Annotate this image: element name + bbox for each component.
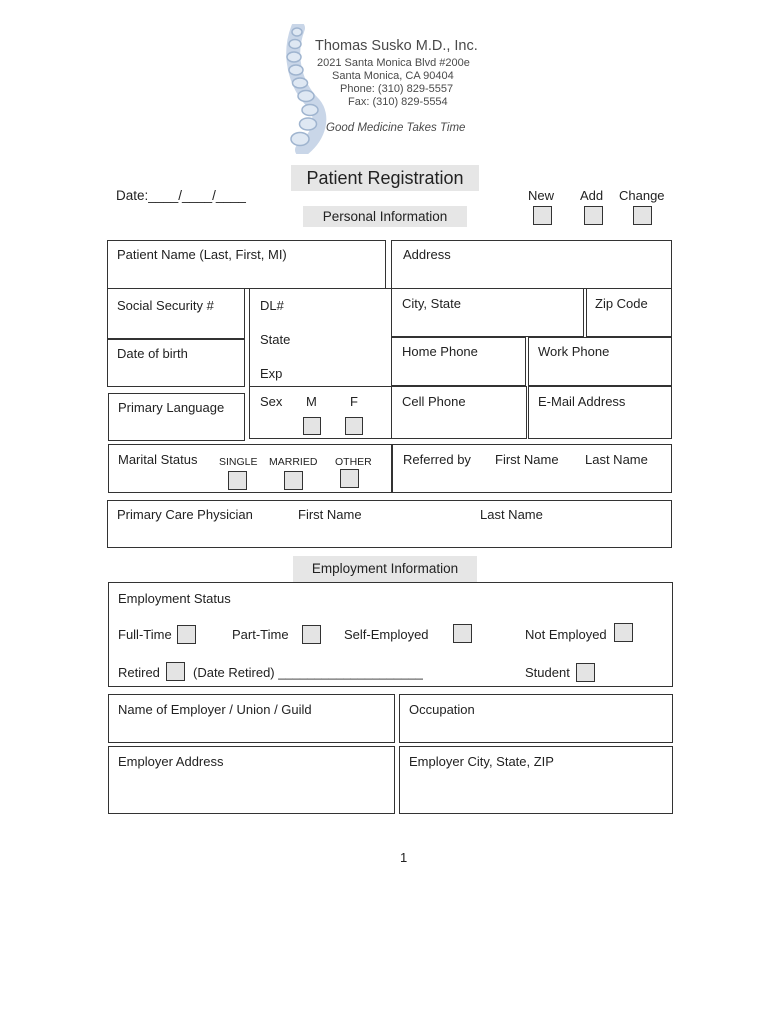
marital-status-label: Marital Status (118, 452, 198, 467)
ssn-label: Social Security # (117, 298, 214, 313)
cell-phone-label: Cell Phone (402, 394, 466, 409)
personal-info-header: Personal Information (303, 206, 467, 227)
home-phone-label: Home Phone (402, 344, 478, 359)
city-state-label: City, State (402, 296, 462, 311)
student-label: Student (525, 665, 570, 680)
employment-info-header: Employment Information (293, 556, 477, 582)
employer-city-state-zip-label: Employer City, State, ZIP (409, 754, 554, 769)
referred-last-name-label: Last Name (585, 452, 648, 467)
marital-other-checkbox[interactable] (340, 469, 359, 488)
dl-label: DL# (260, 298, 284, 313)
referred-by-label: Referred by (403, 452, 471, 467)
new-label: New (528, 188, 555, 203)
pcp-last-name-label: Last Name (480, 507, 543, 522)
logo-fax: Fax: (310) 829-5554 (348, 96, 448, 108)
logo-phone: Phone: (310) 829-5557 (340, 83, 454, 95)
change-label: Change (619, 188, 665, 203)
pcp-label: Primary Care Physician (117, 507, 253, 522)
sex-m-label: M (306, 394, 317, 409)
logo-address2: Santa Monica, CA 90404 (332, 70, 454, 82)
patient-name-label: Patient Name (Last, First, MI) (117, 247, 287, 262)
logo-tagline: Good Medicine Takes Time (326, 122, 466, 134)
logo-company: Thomas Susko M.D., Inc. (315, 38, 478, 54)
dob-label: Date of birth (117, 346, 188, 361)
page-title: Patient Registration (291, 165, 479, 191)
add-checkbox[interactable] (584, 206, 603, 225)
pcp-first-name-label: First Name (298, 507, 362, 522)
work-phone-label: Work Phone (538, 344, 610, 359)
address-label: Address (403, 247, 451, 262)
self-employed-checkbox[interactable] (453, 624, 472, 643)
retired-label: Retired (118, 665, 160, 680)
sex-label: Sex (260, 394, 283, 409)
page-number: 1 (400, 850, 408, 865)
new-checkbox[interactable] (533, 206, 552, 225)
full-time-label: Full-Time (118, 627, 172, 642)
marital-single-label: SINGLE (219, 456, 258, 468)
part-time-checkbox[interactable] (302, 625, 321, 644)
sex-m-checkbox[interactable] (303, 417, 321, 435)
change-checkbox[interactable] (633, 206, 652, 225)
marital-single-checkbox[interactable] (228, 471, 247, 490)
student-checkbox[interactable] (576, 663, 595, 682)
date-field[interactable]: Date:____/____/____ (116, 188, 246, 203)
date-retired-field[interactable]: (Date Retired) ____________________ (193, 665, 423, 680)
occupation-label: Occupation (409, 702, 475, 717)
primary-language-label: Primary Language (118, 400, 225, 415)
email-label: E-Mail Address (538, 394, 626, 409)
employer-name-label: Name of Employer / Union / Guild (118, 702, 312, 717)
employer-address-label: Employer Address (118, 754, 224, 769)
sex-f-label: F (350, 394, 358, 409)
part-time-label: Part-Time (232, 627, 289, 642)
marital-married-label: MARRIED (269, 456, 318, 468)
employment-status-label: Employment Status (118, 591, 231, 606)
marital-married-checkbox[interactable] (284, 471, 303, 490)
state-label: State (260, 332, 291, 347)
full-time-checkbox[interactable] (177, 625, 196, 644)
exp-label: Exp (260, 366, 283, 381)
marital-other-label: OTHER (335, 456, 372, 468)
retired-checkbox[interactable] (166, 662, 185, 681)
self-employed-label: Self-Employed (344, 627, 429, 642)
sex-f-checkbox[interactable] (345, 417, 363, 435)
not-employed-checkbox[interactable] (614, 623, 633, 642)
logo-address1: 2021 Santa Monica Blvd #200e (317, 57, 470, 69)
referred-first-name-label: First Name (495, 452, 559, 467)
logo (280, 24, 490, 154)
ssn-field[interactable] (107, 288, 245, 339)
add-label: Add (580, 188, 604, 203)
not-employed-label: Not Employed (525, 627, 607, 642)
zip-code-label: Zip Code (595, 296, 648, 311)
